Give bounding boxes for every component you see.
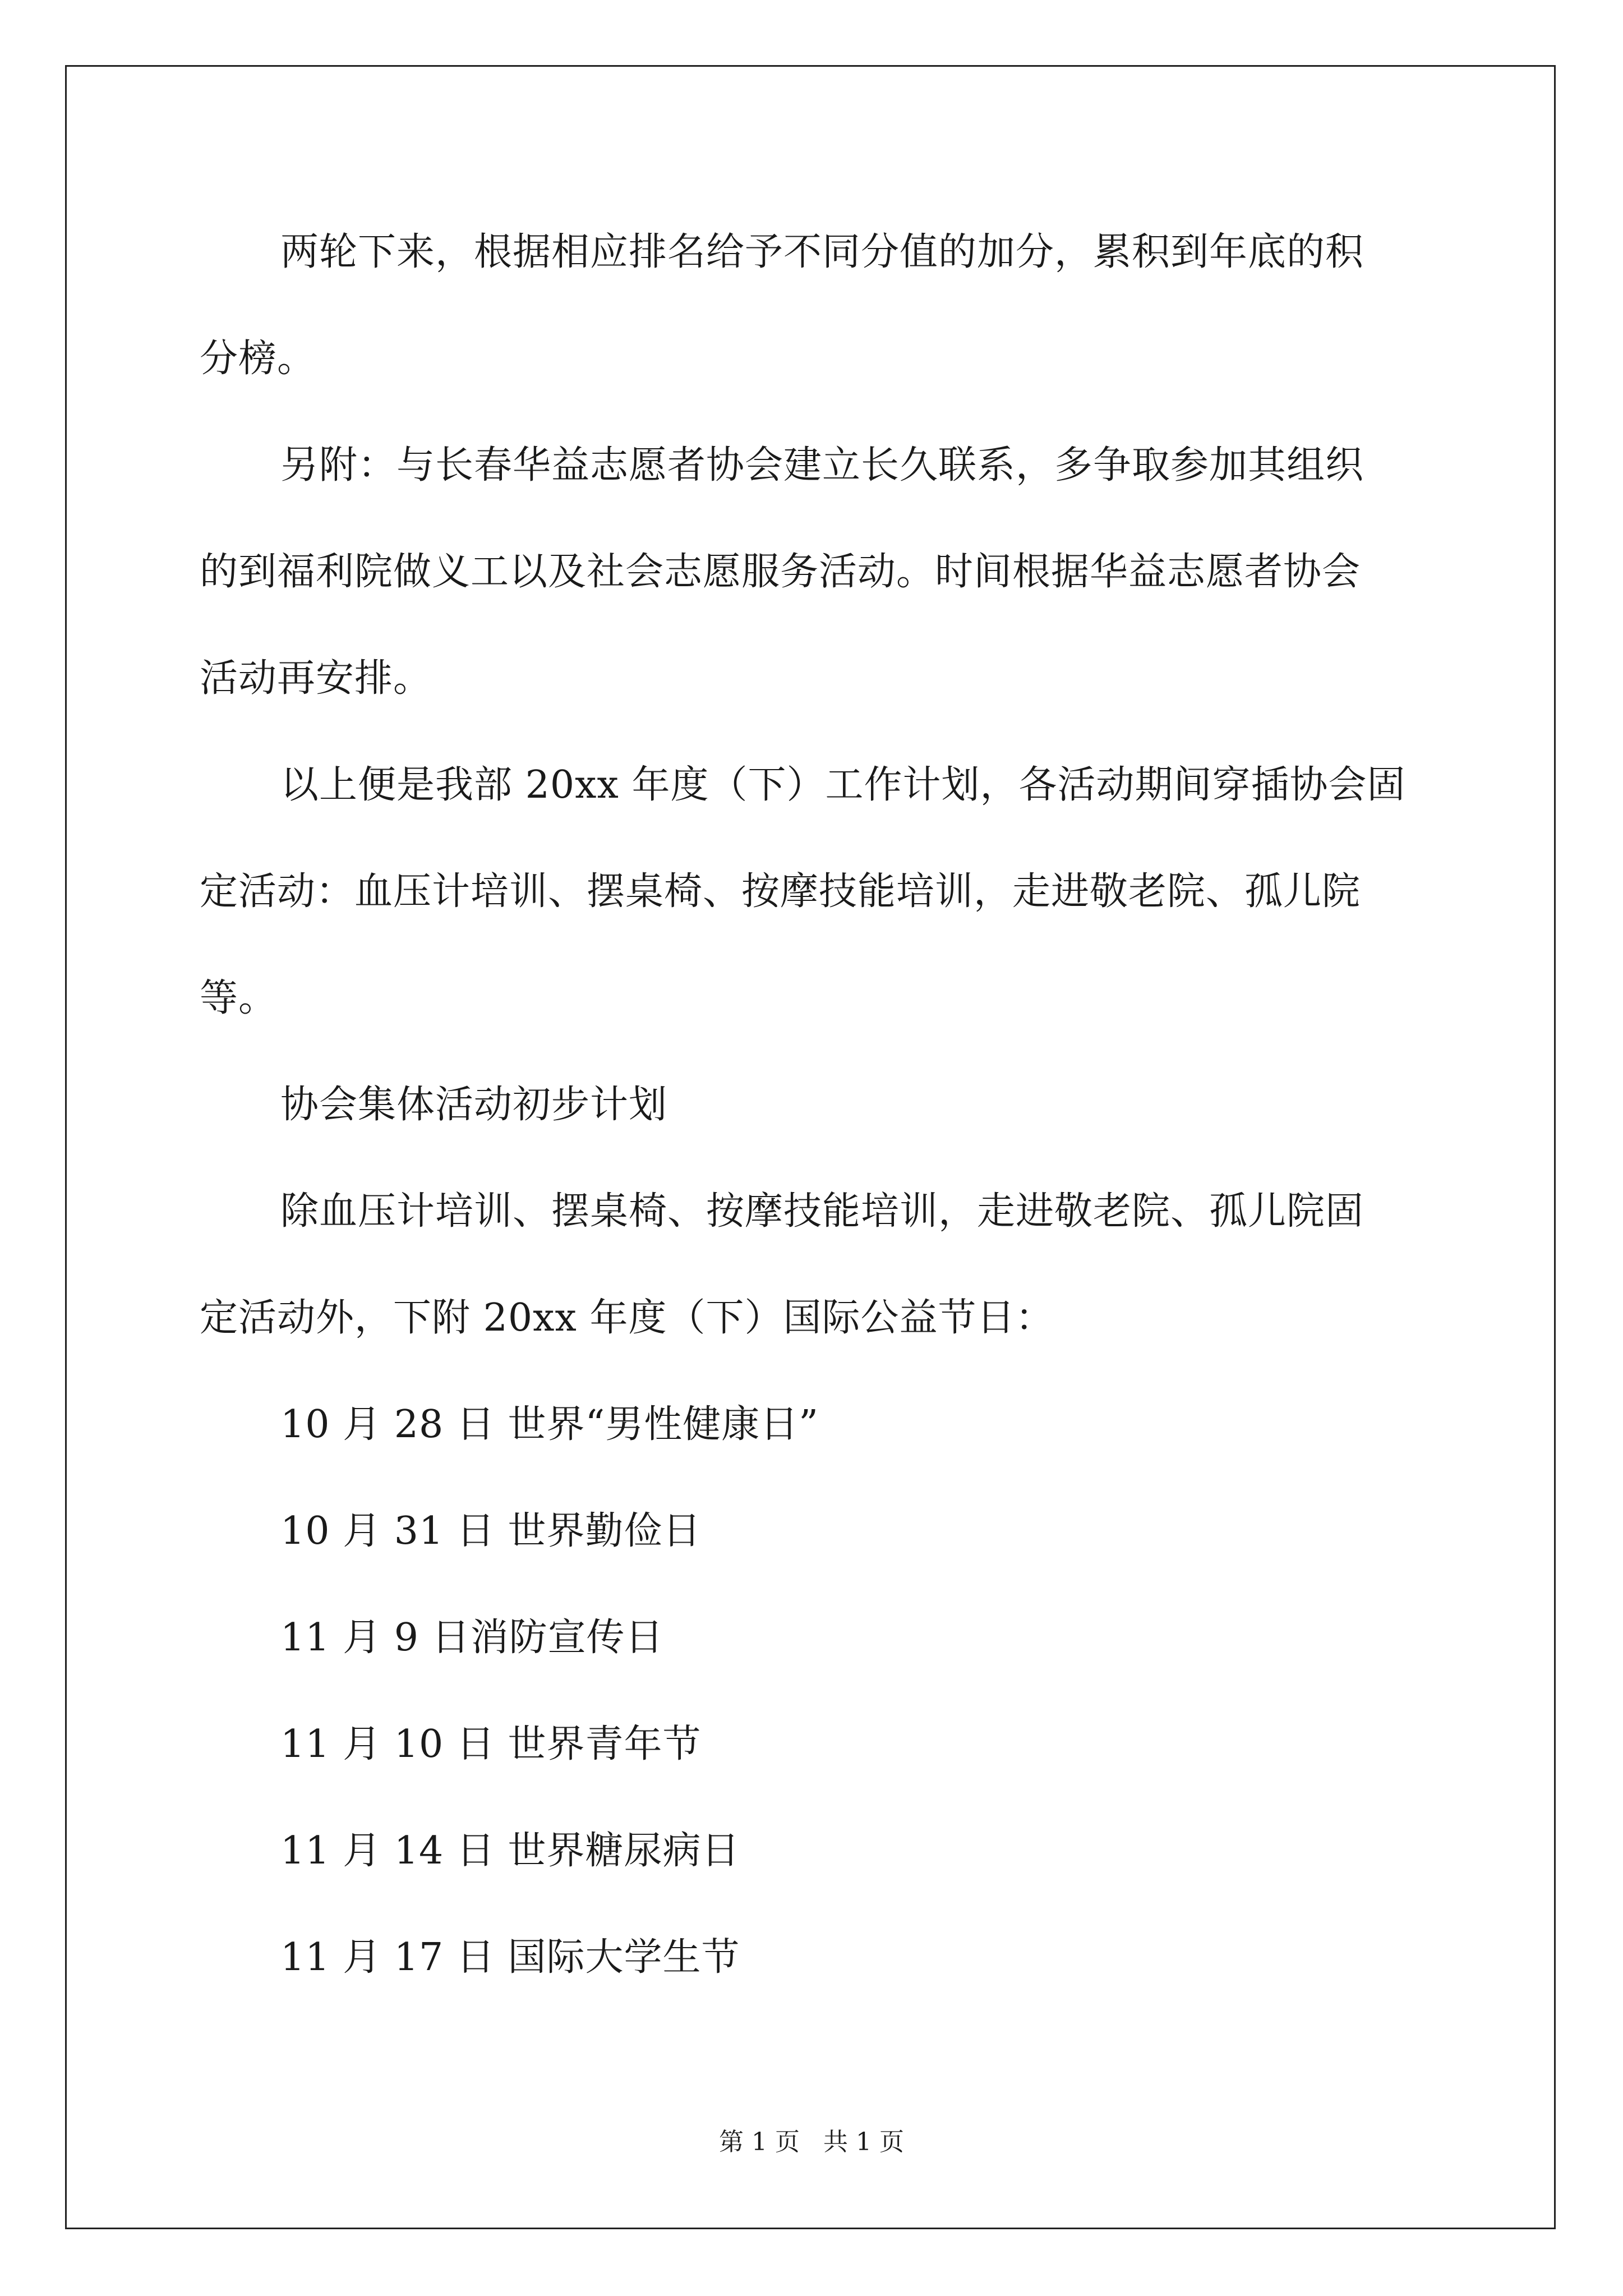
list-item: 11 月 9 日消防宣传日 [280, 1616, 664, 1660]
paragraph-line: 除血压计培训、摆桌椅、按摩技能培训，走进敬老院、孤儿院固 [280, 1189, 1364, 1234]
list-item: 11 月 17 日 国际大学生节 [280, 1935, 740, 1980]
paragraph-line: 分榜。 [200, 337, 316, 381]
page-total: 共 1 页 [823, 2128, 904, 2156]
paragraph-line: 另附：与长春华益志愿者协会建立长久联系，多争取参加其组织 [280, 443, 1364, 487]
list-item: 11 月 14 日 世界糖尿病日 [280, 1829, 740, 1873]
paragraph-line: 等。 [200, 976, 278, 1020]
list-item: 11 月 10 日 世界青年节 [280, 1722, 702, 1766]
list-item: 10 月 28 日 世界“男性健康日” [280, 1402, 819, 1447]
paragraph-line: 的到福利院做义工以及社会志愿服务活动。时间根据华益志愿者协会 [200, 550, 1361, 594]
section-heading: 协会集体活动初步计划 [280, 1083, 668, 1127]
paragraph-line: 活动再安排。 [200, 656, 432, 701]
page-number: 第 1 页 [719, 2128, 800, 2156]
paragraph-line: 定活动外，下附 20xx 年度（下）国际公益节日： [200, 1296, 1054, 1340]
paragraph-line: 两轮下来，根据相应排名给予不同分值的加分，累积到年底的积 [280, 230, 1364, 274]
paragraph-line: 定活动：血压计培训、摆桌椅、按摩技能培训，走进敬老院、孤儿院 [200, 869, 1361, 914]
page-frame [65, 65, 1556, 2229]
paragraph-line: 以上便是我部 20xx 年度（下）工作计划，各活动期间穿插协会固 [280, 763, 1406, 807]
list-item: 10 月 31 日 世界勤俭日 [280, 1509, 702, 1553]
page-footer [0, 2125, 1623, 2159]
